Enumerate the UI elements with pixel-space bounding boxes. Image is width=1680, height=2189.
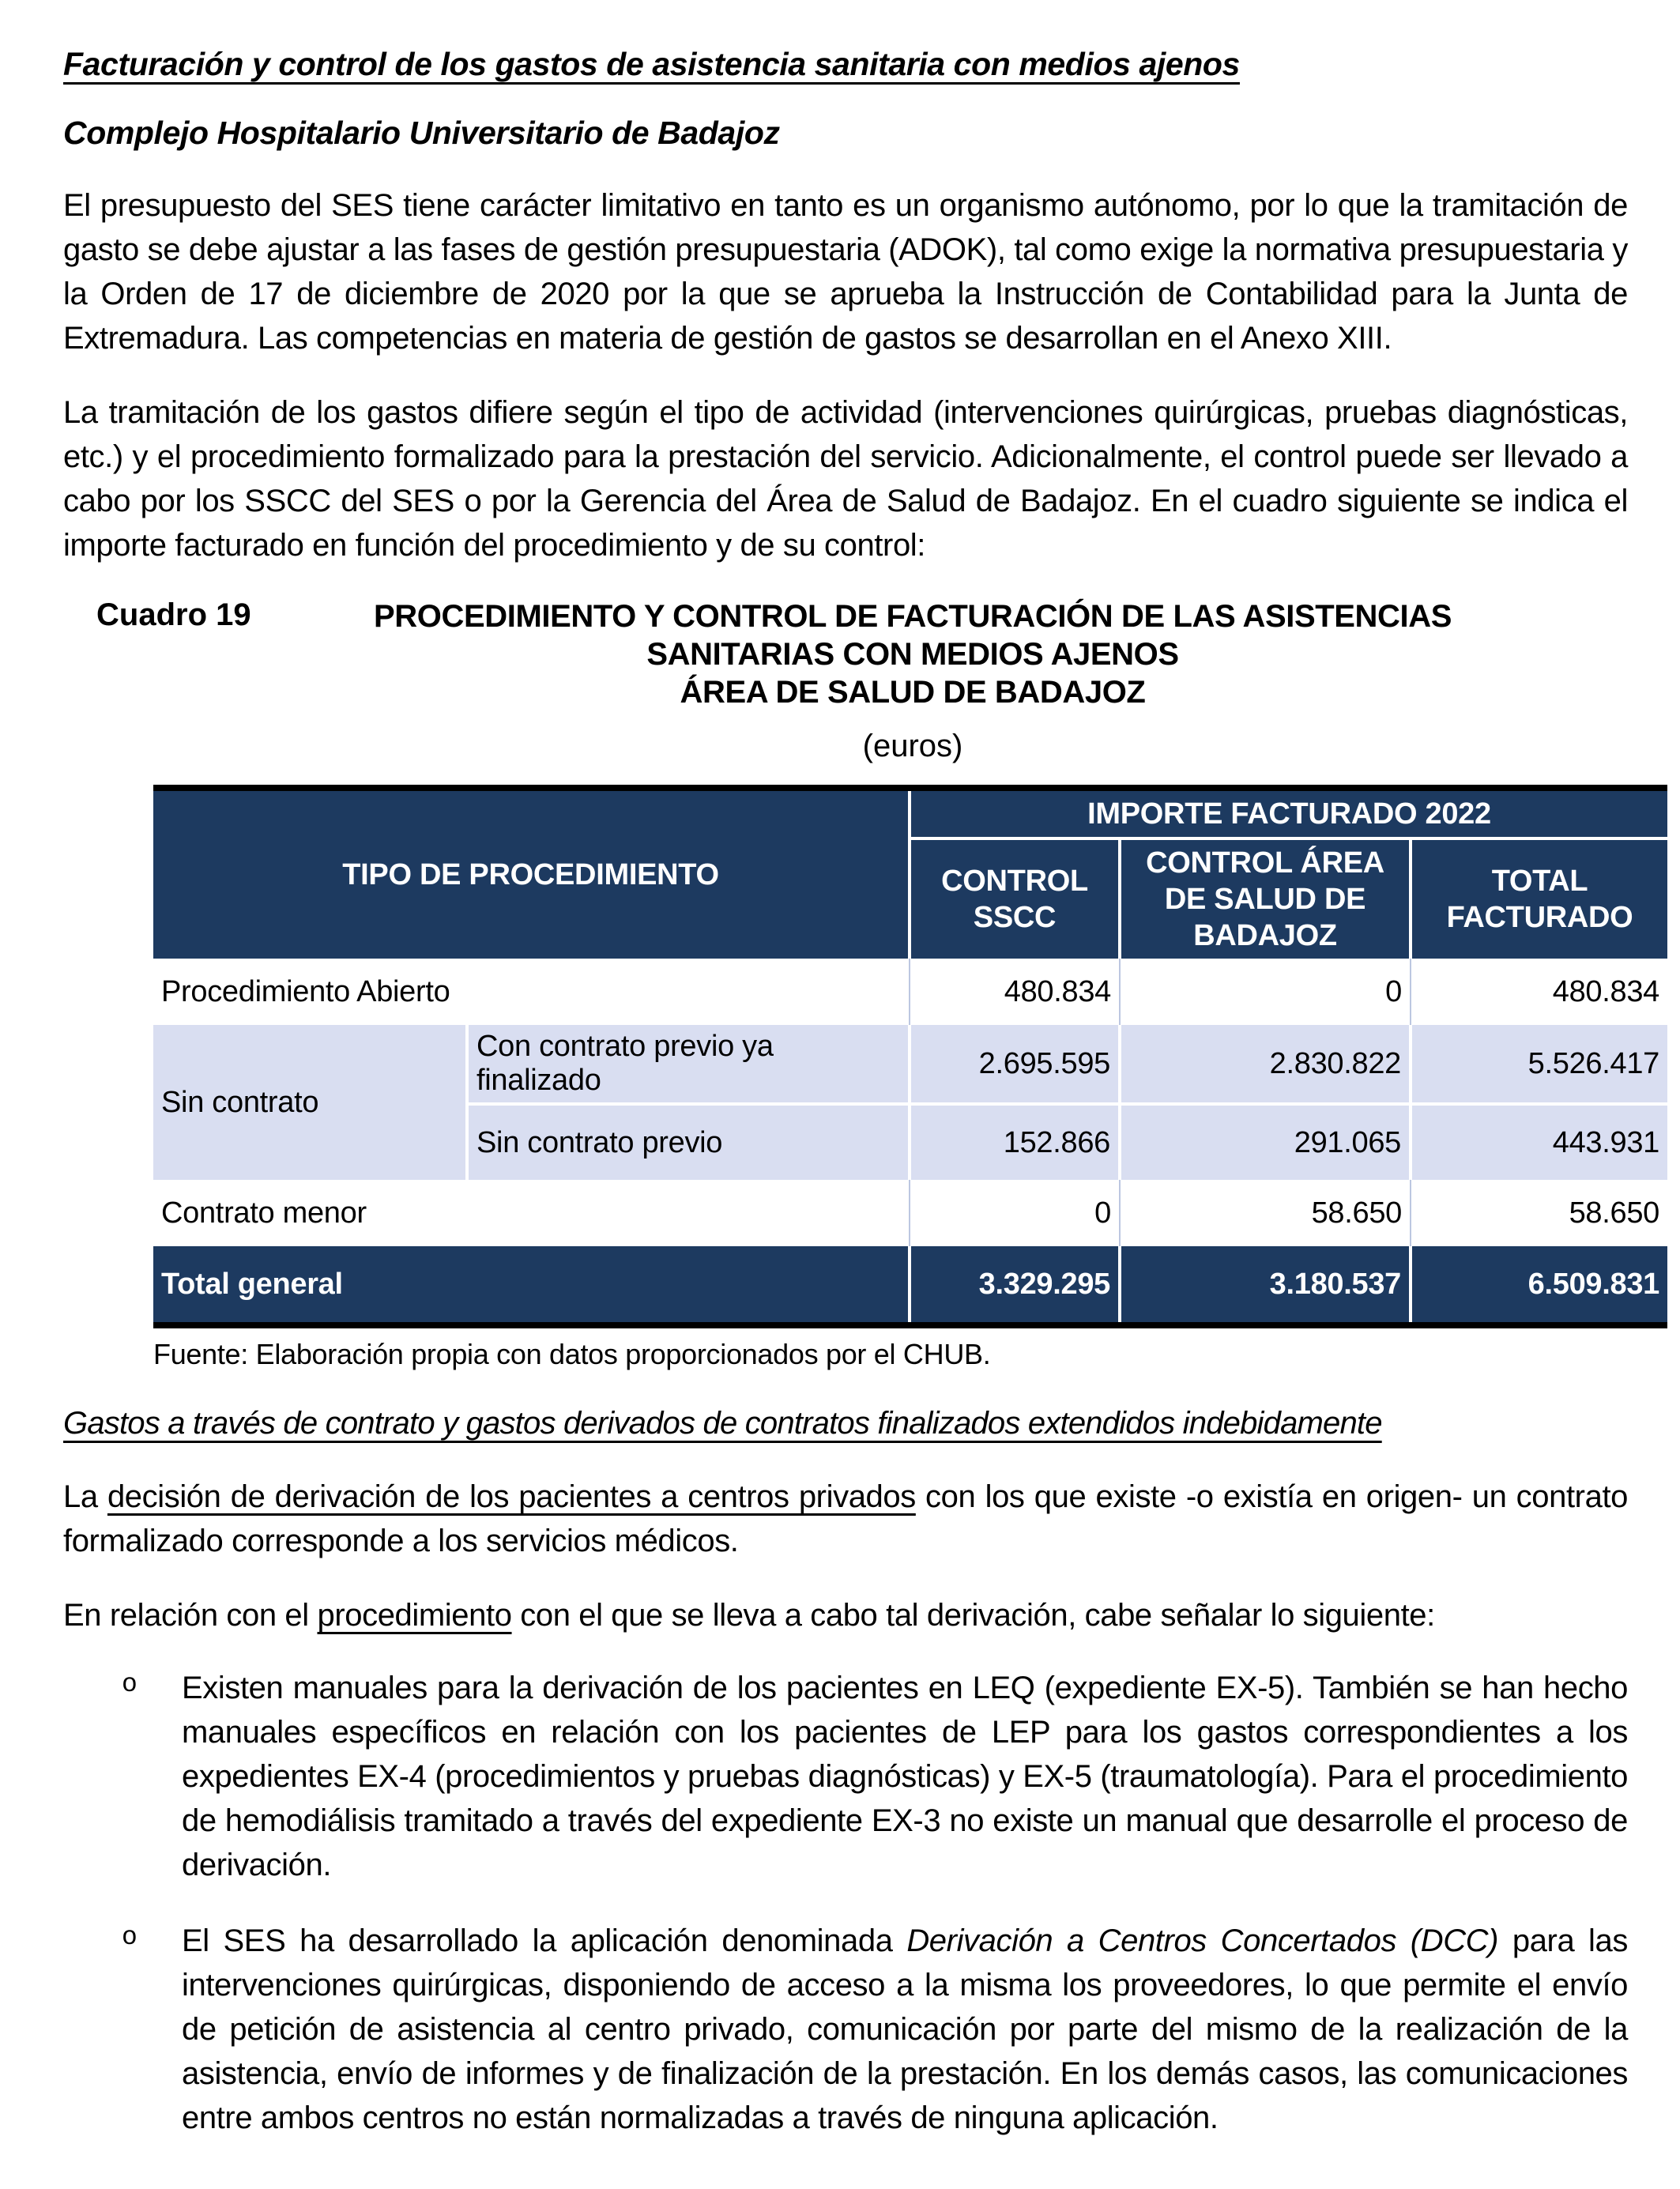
header-row-1 bbox=[153, 788, 1667, 838]
doc-subtitle: Complejo Hospitalario Universitario de Badajoz bbox=[63, 115, 780, 151]
table-caption-line2: SANITARIAS CON MEDIOS AJENOS bbox=[646, 637, 1179, 672]
header-cell-total-facturado: TOTAL FACTURADO bbox=[1411, 838, 1667, 959]
value-cell: 291.065 bbox=[1120, 1104, 1411, 1180]
value-cell: 443.931 bbox=[1411, 1104, 1667, 1180]
header-cell-tipo: TIPO DE PROCEDIMIENTO bbox=[153, 788, 910, 959]
bullet-marker-icon: o bbox=[122, 1670, 137, 1699]
value-cell: 2.830.822 bbox=[1120, 1025, 1411, 1104]
bullet-text bbox=[182, 1666, 1628, 1887]
bullet-item-manuales bbox=[63, 1666, 1628, 1887]
header-cell-importe: IMPORTE FACTURADO 2022 bbox=[910, 788, 1667, 838]
billing-table bbox=[153, 785, 1667, 1328]
paragraph-tramitacion: La tramitación de los gastos difiere según el tipo de actividad (intervenciones quirúrgicas, pruebas diagnósticas, etc.) y el procedimiento formalizado para la prestación del servicio. Adicionalmente, el control puede ser llevado a cabo por los SSCC del SES o por la Gerencia del Área de Salud de Badajoz. En el cuadro siguiente se indica el importe facturado en función del procedimiento y de su control: bbox=[63, 395, 1628, 563]
value-cell: 5.526.417 bbox=[1411, 1025, 1667, 1104]
doc-title: Facturación y control de los gastos de asistencia sanitaria con medios ajenos bbox=[63, 46, 1240, 82]
paragraph-presupuesto: El presupuesto del SES tiene carácter limitativo en tanto es un organismo autónomo, por lo que la tramitación de gasto se debe ajustar a las fases de gestión presupuestaria (ADOK), tal como exige la normativa presupuestaria y la Orden de 17 de diciembre de 2020 por la que se aprueba la Instrucción de Contabilidad para la Junta de Extremadura. Las competencias en materia de gestión de gastos se desarrollan en el Anexo XIII. bbox=[63, 188, 1628, 356]
bullet-text bbox=[182, 1919, 1628, 2140]
table-caption-number: Cuadro 19 bbox=[96, 597, 251, 632]
paragraph-decision bbox=[63, 1475, 1628, 1563]
text-run: con el que se lleva a cabo tal derivación, cabe señalar lo siguiente: bbox=[511, 1598, 1435, 1633]
text-run: En relación con el bbox=[63, 1598, 318, 1633]
row-subcategory: Con contrato previo ya finalizado bbox=[467, 1025, 910, 1104]
total-value-cell: 6.509.831 bbox=[1411, 1246, 1667, 1325]
text-run: Existen manuales para la derivación de los pacientes en LEQ (expediente EX-5). También se han hecho manuales específicos en relación con los pacientes de LEP para los gastos correspondientes a los expedientes EX-4 (procedimientos y pruebas diagnósticas) y EX-5 (traumatología). Para el procedimiento de hemodiálisis tramitado a través del expediente EX-3 no existe un manual que desarrolle el proceso de derivación. bbox=[182, 1671, 1628, 1882]
header-cell-control-area: CONTROL ÁREA DE SALUD DE BADAJOZ bbox=[1120, 838, 1411, 959]
total-value-cell: 3.180.537 bbox=[1120, 1246, 1411, 1325]
text-run: decisión de derivación de los pacientes a centros privados bbox=[107, 1479, 916, 1514]
value-cell: 2.695.595 bbox=[910, 1025, 1120, 1104]
bullet-item-dcc bbox=[63, 1919, 1628, 2140]
table-caption-area bbox=[63, 597, 1628, 764]
text-run: con los que existe -o existía en origen- un contrato formalizado corresponde a los servicios médicos. bbox=[63, 1479, 1628, 1558]
table-row bbox=[153, 1025, 1667, 1104]
table-caption-line1: PROCEDIMIENTO Y CONTROL DE FACTURACIÓN DE LAS ASISTENCIAS bbox=[374, 599, 1452, 634]
paragraph-procedimiento bbox=[63, 1593, 1628, 1637]
table-total-row bbox=[153, 1246, 1667, 1325]
value-cell: 58.650 bbox=[1120, 1180, 1411, 1246]
text-run: para las intervenciones quirúrgicas, disponiendo de acceso a la misma los proveedores, lo que permite el envío de petición de asistencia al centro privado, comunicación por parte del mismo de la realización de la asistencia, envío de informes y de finalización de la prestación. En los demás casos, las comunicaciones entre ambos centros no están normalizadas a través de ninguna aplicación. bbox=[182, 1923, 1628, 2135]
value-cell: 152.866 bbox=[910, 1104, 1120, 1180]
bullet-marker-icon: o bbox=[122, 1923, 137, 1952]
value-cell: 0 bbox=[1120, 959, 1411, 1025]
text-run: procedimiento bbox=[317, 1598, 512, 1633]
table-caption-line3: ÁREA DE SALUD DE BADAJOZ bbox=[680, 675, 1146, 710]
value-cell: 480.834 bbox=[910, 959, 1120, 1025]
row-subcategory: Sin contrato previo bbox=[467, 1104, 910, 1180]
value-cell: 58.650 bbox=[1411, 1180, 1667, 1246]
row-category: Sin contrato bbox=[153, 1025, 467, 1180]
table-caption-title bbox=[316, 597, 1509, 711]
text-run: El SES ha desarrollado la aplicación denominada bbox=[182, 1923, 907, 1958]
text-run: Derivación a Centros Concertados (DCC) bbox=[906, 1923, 1499, 1958]
value-cell: 480.834 bbox=[1411, 959, 1667, 1025]
row-label: Contrato menor bbox=[153, 1180, 910, 1246]
table-row bbox=[153, 959, 1667, 1025]
section-heading-gastos: Gastos a través de contrato y gastos derivados de contratos finalizados extendidos indebidamente bbox=[63, 1406, 1382, 1441]
total-label: Total general bbox=[153, 1246, 910, 1325]
value-cell: 0 bbox=[910, 1180, 1120, 1246]
table-source-note: Fuente: Elaboración propia con datos proporcionados por el CHUB. bbox=[153, 1338, 991, 1370]
text-run: La bbox=[63, 1479, 107, 1514]
table-row bbox=[153, 1180, 1667, 1246]
header-cell-control-sscc: CONTROL SSCC bbox=[910, 838, 1120, 959]
table-unit-label: (euros) bbox=[862, 729, 963, 763]
row-label: Procedimiento Abierto bbox=[153, 959, 910, 1025]
total-value-cell: 3.329.295 bbox=[910, 1246, 1120, 1325]
